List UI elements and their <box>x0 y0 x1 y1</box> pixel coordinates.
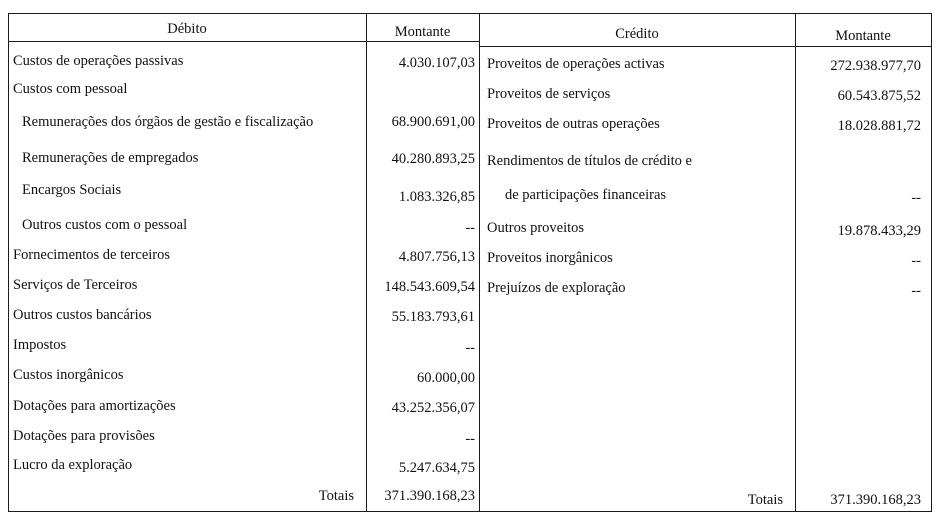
credit-row-label: Proveitos de serviços <box>487 86 611 102</box>
credit-row-value: 272.938.977,70 <box>830 58 921 74</box>
debit-totals-label: Totais <box>318 488 354 504</box>
debit-row-value: 4.807.756,13 <box>398 249 475 265</box>
credit-row-value: 19.878.433,29 <box>837 223 921 239</box>
debit-row-label: Encargos Sociais <box>22 182 122 198</box>
credit-header: Crédito <box>615 26 659 42</box>
debit-row-value: 68.900.691,00 <box>391 114 475 130</box>
debit-row-label: Dotações para amortizações <box>13 398 176 414</box>
credit-header-divider <box>479 46 932 47</box>
income-statement-table <box>8 13 932 512</box>
debit-row-label: Lucro da exploração <box>13 457 133 473</box>
credit-row-value: -- <box>911 253 921 269</box>
debit-row-value: -- <box>465 340 475 356</box>
debit-row-value: 1.083.326,85 <box>398 189 475 205</box>
debit-row-label: Fornecimentos de terceiros <box>13 247 171 263</box>
credit-row-label: Rendimentos de títulos de crédito e <box>487 153 692 169</box>
debit-totals-value: 371.390.168,23 <box>384 488 475 504</box>
debit-row-label: Serviços de Terceiros <box>13 277 138 293</box>
credit-totals-label: Totais <box>747 492 783 508</box>
credit-totals-value: 371.390.168,23 <box>830 492 921 508</box>
debit-row-label: Custos de operações passivas <box>13 53 184 69</box>
debit-row-value: 40.280.893,25 <box>391 151 475 167</box>
debit-row-value: 43.252.356,07 <box>391 400 475 416</box>
debit-header-divider <box>8 41 480 42</box>
column-divider-credit-amount <box>795 13 796 512</box>
debit-row-value: 55.183.793,61 <box>391 309 475 325</box>
debit-header: Débito <box>167 21 207 37</box>
debit-row-label: Remunerações dos órgãos de gestão e fiscalização <box>22 114 314 130</box>
debit-row-value: -- <box>465 220 475 236</box>
column-divider-debit-amount <box>366 13 367 512</box>
table-border-right <box>931 13 932 512</box>
credit-row-label: Proveitos de outras operações <box>487 116 660 132</box>
table-border-left <box>8 13 9 512</box>
debit-row-label: Custos inorgânicos <box>13 367 124 383</box>
debit-row-label: Outros custos com o pessoal <box>22 217 188 233</box>
debit-row-value: 5.247.634,75 <box>398 460 475 476</box>
debit-row-label: Remunerações de empregados <box>22 150 199 166</box>
credit-row-label: de participações financeiras <box>505 187 667 203</box>
debit-row-label: Dotações para provisões <box>13 428 155 444</box>
credit-row-label: Outros proveitos <box>487 220 585 236</box>
credit-row-value: 60.543.875,52 <box>837 88 921 104</box>
credit-amount-header: Montante <box>835 28 891 44</box>
credit-row-value: 18.028.881,72 <box>837 118 921 134</box>
debit-row-label: Custos com pessoal <box>13 81 128 97</box>
debit-row-label: Outros custos bancários <box>13 307 152 323</box>
column-divider-debit-credit <box>479 13 480 512</box>
credit-row-label: Proveitos de operações activas <box>487 56 665 72</box>
credit-row-label: Prejuízos de exploração <box>487 280 626 296</box>
table-border-top <box>8 13 932 14</box>
credit-row-value: -- <box>911 190 921 206</box>
table-border-bottom <box>8 511 932 512</box>
credit-row-label: Proveitos inorgânicos <box>487 250 613 266</box>
credit-row-value: -- <box>911 283 921 299</box>
debit-amount-header: Montante <box>394 24 451 40</box>
debit-row-value: -- <box>465 431 475 447</box>
debit-row-value: 60.000,00 <box>417 370 475 386</box>
debit-row-value: 148.543.609,54 <box>384 279 475 295</box>
debit-row-value: 4.030.107,03 <box>398 55 475 71</box>
debit-row-label: Impostos <box>13 337 67 353</box>
